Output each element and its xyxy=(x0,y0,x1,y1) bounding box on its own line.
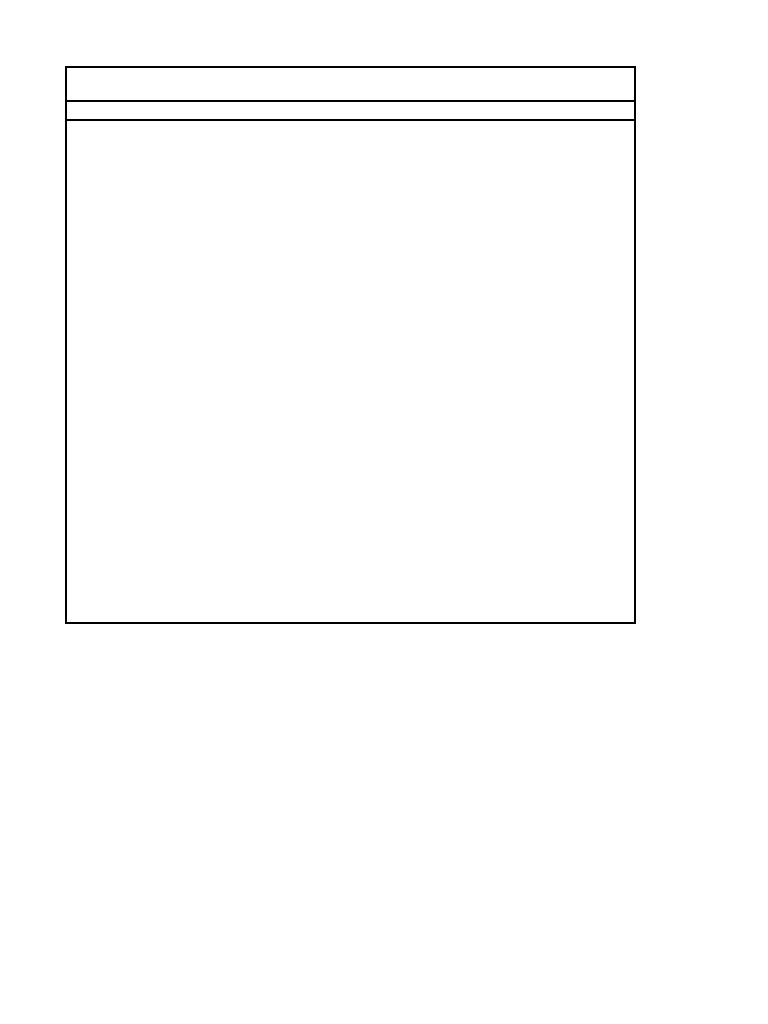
subtitle-divider xyxy=(67,119,634,121)
calculation-sheet xyxy=(65,66,636,624)
sheet-title xyxy=(67,68,634,102)
